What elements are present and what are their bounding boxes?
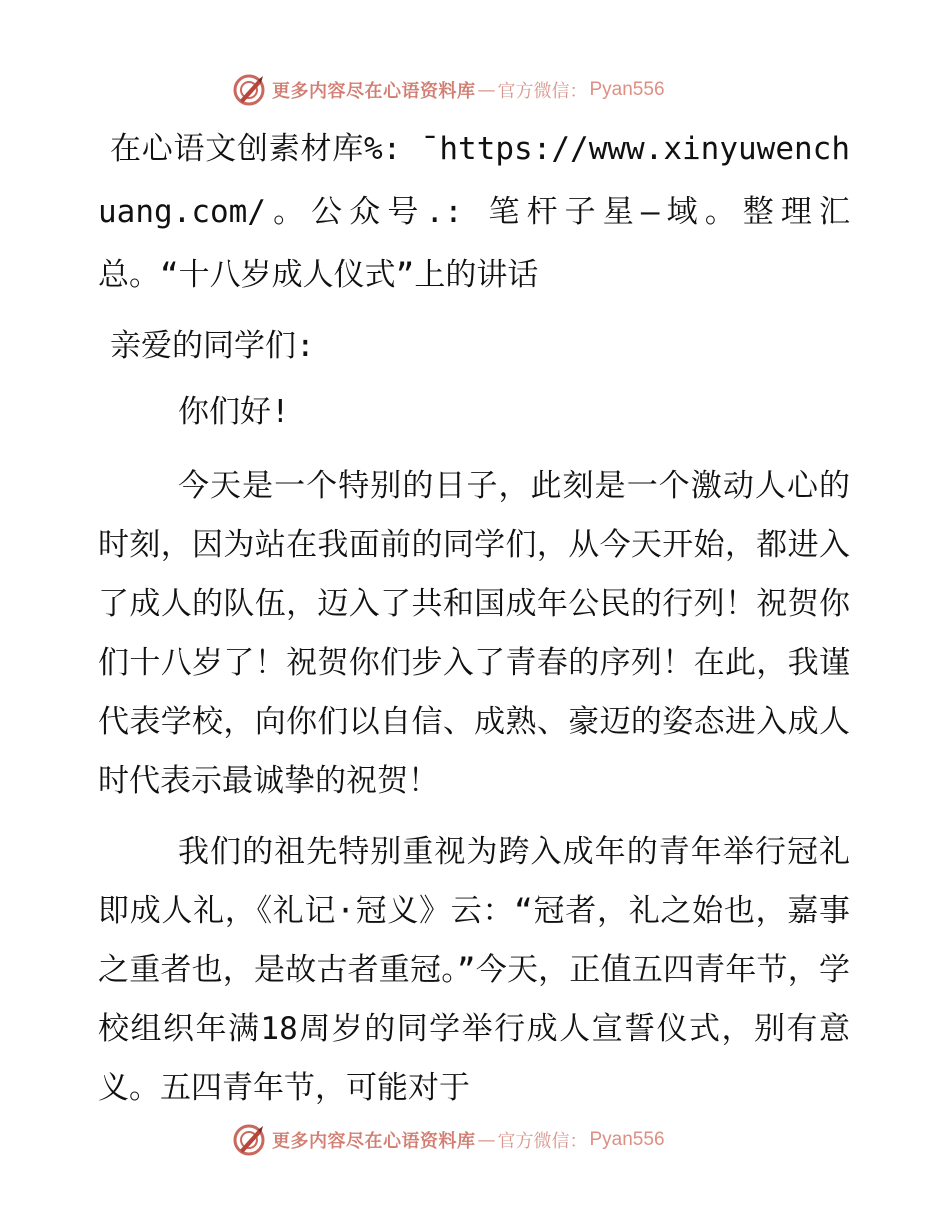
watermark-wechat-id: Pyan556 [589,79,665,100]
brush-logo-icon [232,1123,266,1157]
footer-watermark [232,1122,665,1158]
watermark-sub-text: 官方微信： [497,1131,588,1152]
watermark-dash: — [477,1129,496,1151]
hello-line: 你们好! [178,394,290,430]
watermark-main-text: 更多内容尽在心语资料库 [272,81,476,102]
watermark-dash: — [477,79,496,101]
watermark-wechat-id: Pyan556 [589,1129,665,1150]
header-watermark [232,72,665,108]
greeting-line: 亲爱的同学们: [110,328,315,364]
intro-paragraph: 在心语文创素材库%: ¯https://www.xinyuwenchuang.com/。公众号.: 笔杆子星—域。整理汇总。“十八岁成人仪式”上的讲话 [98,131,850,293]
watermark-main-text: 更多内容尽在心语资料库 [272,1131,476,1152]
body-paragraph: 今天是一个特别的日子，此刻是一个激动人心的时刻，因为站在我面前的同学们，从今天开始，都进入了成人的队伍，迈入了共和国成年公民的行列！祝贺你们十八岁了！祝贺你们步入了青春的序列！在此，我谨代表学校，向你们以自信、成熟、豪迈的姿态进入成人时代表示最诚挚的祝贺！ [98,468,850,799]
document-body [98,118,850,1118]
body-paragraph: 我们的祖先特别重视为跨入成年的青年举行冠礼即成人礼，《礼记·冠义》云：“冠者，礼之始也，嘉事之重者也，是故古者重冠。”今天，正值五四青年节，学校组织年满18周岁的同学举行成人宣誓仪式，别有意义。五四青年节，可能对于 [98,834,850,1106]
watermark-sub-text: 官方微信： [497,81,588,102]
brush-logo-icon [232,73,266,107]
